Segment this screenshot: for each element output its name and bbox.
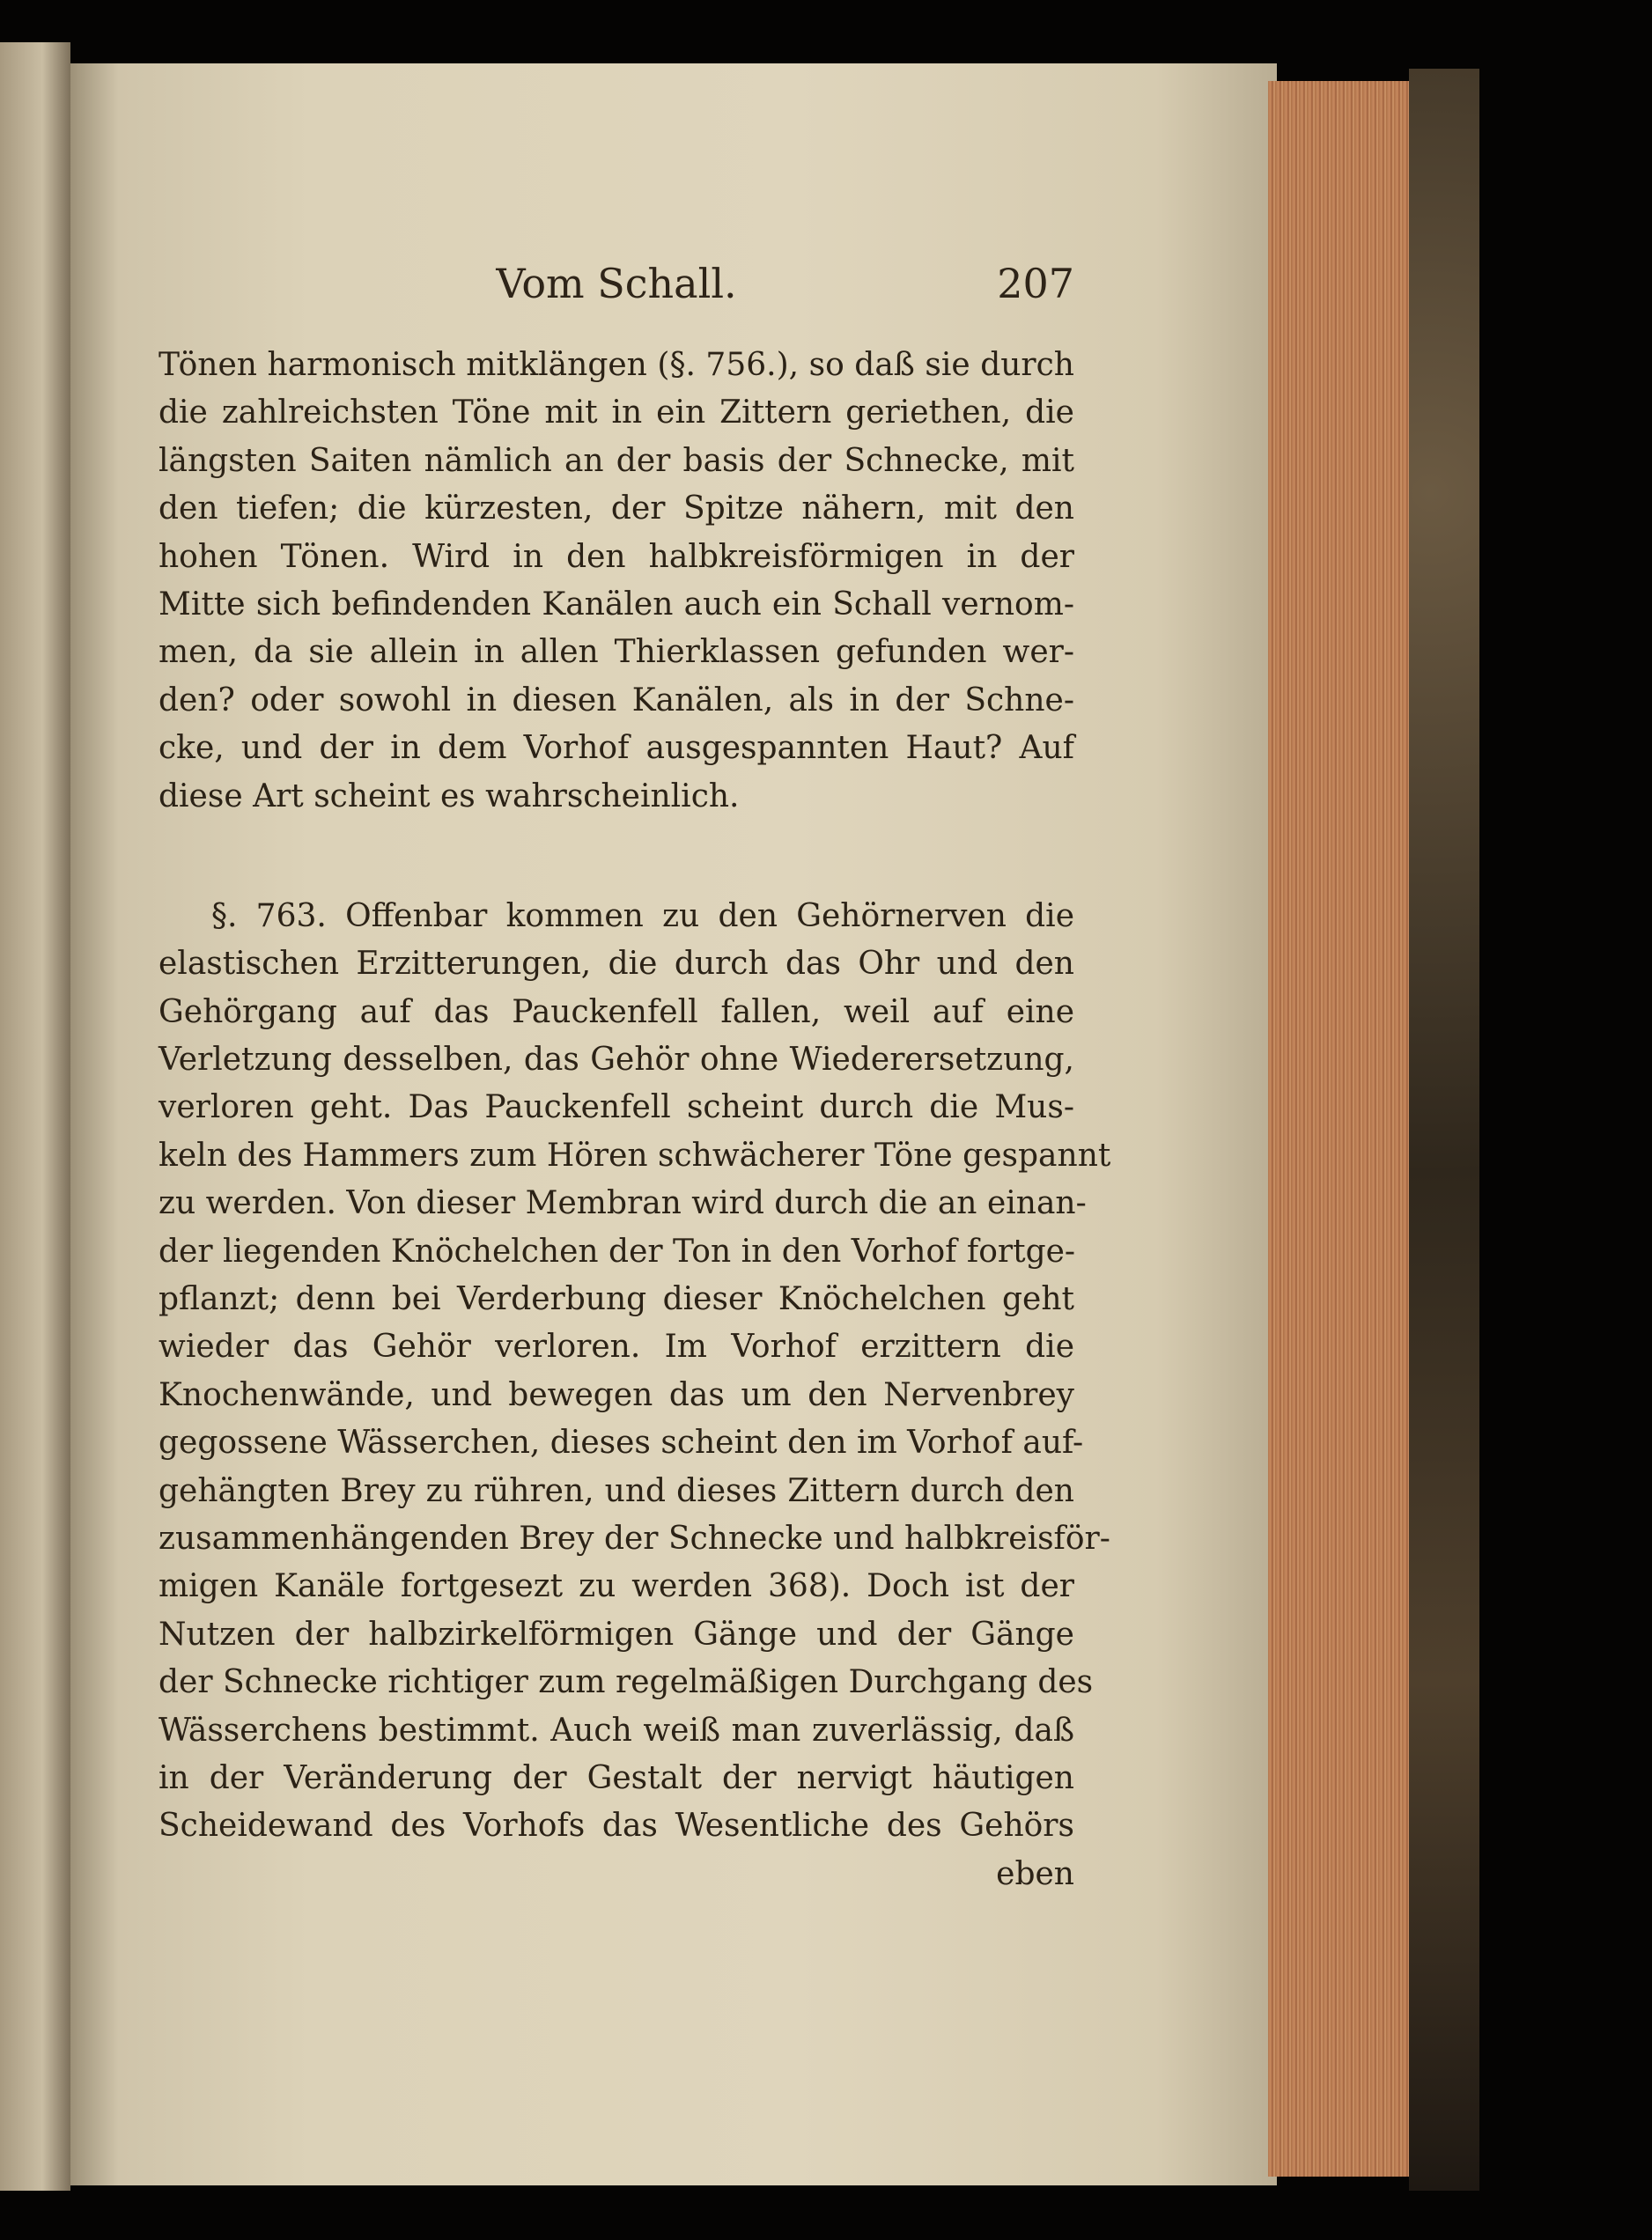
text-line: der liegenden Knöchelchen der Ton in den Vorhof fortge-: [159, 1233, 1076, 1270]
text-line: diese Art scheint es wahrscheinlich.: [159, 777, 740, 814]
text-line: verloren geht. Das Pauckenfell scheint durch die Mus-: [159, 1089, 1074, 1126]
text-line: gehängten Brey zu rühren, und dieses Zittern durch den: [159, 1472, 1074, 1509]
text-line: längsten Saiten nämlich an der basis der Schnecke, mit: [159, 442, 1074, 479]
text-line: zu werden. Von dieser Membran wird durch die an einan-: [159, 1185, 1087, 1222]
text-line: §. 763. Offenbar kommen zu den Gehörnerven die: [211, 897, 1074, 934]
text-line: Mitte sich befindenden Kanälen auch ein Schall vernom-: [159, 586, 1074, 623]
text-line: den? oder sowohl in diesen Kanälen, als in der Schne-: [159, 682, 1074, 718]
body-text: [159, 342, 1111, 1898]
book-cover: [1409, 69, 1479, 2191]
text-line: Tönen harmonisch mitklängen (§. 756.), so daß sie durch: [159, 347, 1074, 383]
text-line: Gehörgang auf das Pauckenfell fallen, weil auf eine: [159, 993, 1074, 1030]
paragraph-1: [159, 342, 1074, 821]
text-line: gegossene Wässerchen, dieses scheint den im Vorhof auf-: [159, 1425, 1084, 1462]
text-line: men, da sie allein in allen Thierklassen gefunden wer-: [159, 634, 1074, 671]
text-line: Scheidewand des Vorhofs das Wesentliche des Gehörs: [159, 1808, 1074, 1845]
facing-page-edge: [0, 42, 70, 2191]
text-line: keln des Hammers zum Hören schwächerer Töne gespannt: [159, 1137, 1111, 1174]
text-line: zusammenhängenden Brey der Schnecke und halbkreisför-: [159, 1520, 1110, 1557]
text-line: pflanzt; denn bei Verderbung dieser Knöchelchen geht: [159, 1281, 1074, 1318]
text-line: Knochenwände, und bewegen das um den Nervenbrey: [159, 1376, 1074, 1413]
text-line: Nutzen der halbzirkelförmigen Gänge und der Gänge: [159, 1616, 1074, 1653]
text-line: Verletzung desselben, das Gehör ohne Wiederersetzung,: [159, 1042, 1074, 1079]
text-line: den tiefen; die kürzesten, der Spitze nähern, mit den: [159, 490, 1074, 527]
running-header: [159, 260, 1074, 313]
text-line: in der Veränderung der Gestalt der nervigt häutigen: [159, 1759, 1074, 1796]
text-line: der Schnecke richtiger zum regelmäßigen Durchgang des: [159, 1664, 1094, 1701]
catchword: eben: [996, 1855, 1074, 1892]
text-line: migen Kanäle fortgesezt zu werden 368). Doch ist der: [159, 1568, 1074, 1605]
text-line: hohen Tönen. Wird in den halbkreisförmigen in der: [159, 538, 1074, 575]
text-line: die zahlreichsten Töne mit in ein Zittern geriethen, die: [159, 394, 1074, 431]
running-title: Vom Schall.: [496, 260, 737, 307]
text-line: elastischen Erzitterungen, die durch das Ohr und den: [159, 946, 1074, 983]
text-line: cke, und der in dem Vorhof ausgespannten Haut? Auf: [159, 730, 1074, 767]
page-number: 207: [997, 260, 1074, 307]
page-block-edges: [1268, 81, 1428, 2177]
paragraph-2: [159, 893, 1111, 1851]
text-line: Wässerchens bestimmt. Auch weiß man zuverlässig, daß: [159, 1712, 1074, 1749]
text-line: wieder das Gehör verloren. Im Vorhof erzittern die: [159, 1329, 1074, 1366]
